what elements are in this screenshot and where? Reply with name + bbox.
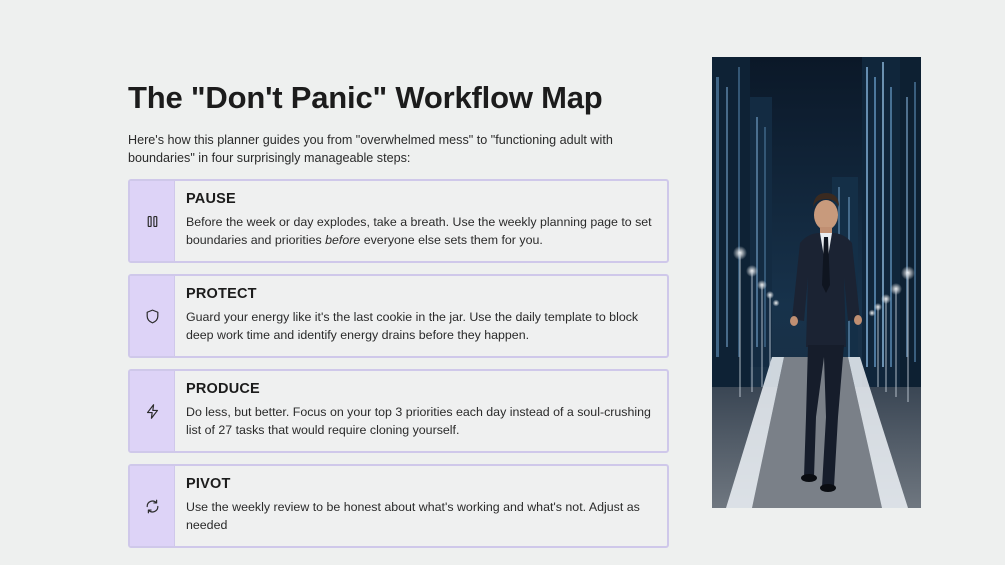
step-description: Guard your energy like it's the last cookie in the jar. Use the daily template to block deep work time and identify energy drains before they happen. [186, 310, 639, 342]
step-card-pause [128, 179, 669, 263]
step-description: Use the weekly review to be honest about what's working and what's not. Adjust as needed [186, 500, 640, 532]
businessman-walking-image [712, 57, 921, 508]
pause-icon [144, 213, 161, 230]
step-title: PAUSE [186, 191, 236, 207]
step-title: PIVOT [186, 476, 231, 492]
step-icon-cell [130, 371, 175, 451]
lightning-icon [144, 403, 161, 420]
step-card-pivot [128, 464, 669, 548]
step-icon-cell [130, 276, 175, 356]
step-description: Before the week or day explodes, take a breath. Use the weekly planning page to set boundaries and priorities before everyone else sets them for you. [186, 215, 652, 247]
step-icon-cell [130, 181, 175, 261]
hero-photo [712, 57, 921, 508]
steps-list [128, 179, 669, 532]
shield-icon [144, 308, 161, 325]
step-card-protect [128, 274, 669, 358]
step-card-produce [128, 369, 669, 453]
step-icon-cell [130, 466, 175, 546]
step-title: PROTECT [186, 286, 257, 302]
page-title: The "Don't Panic" Workflow Map [128, 80, 603, 115]
step-title: PRODUCE [186, 381, 260, 397]
refresh-icon [144, 498, 161, 515]
step-description: Do less, but better. Focus on your top 3 priorities each day instead of a soul-crushing list of 27 tasks that would require cloning yourself. [186, 405, 651, 437]
intro-text: Here's how this planner guides you from "overwhelmed mess" to "functioning adult with boundaries" in four surprisingly manageable steps: [128, 133, 613, 165]
